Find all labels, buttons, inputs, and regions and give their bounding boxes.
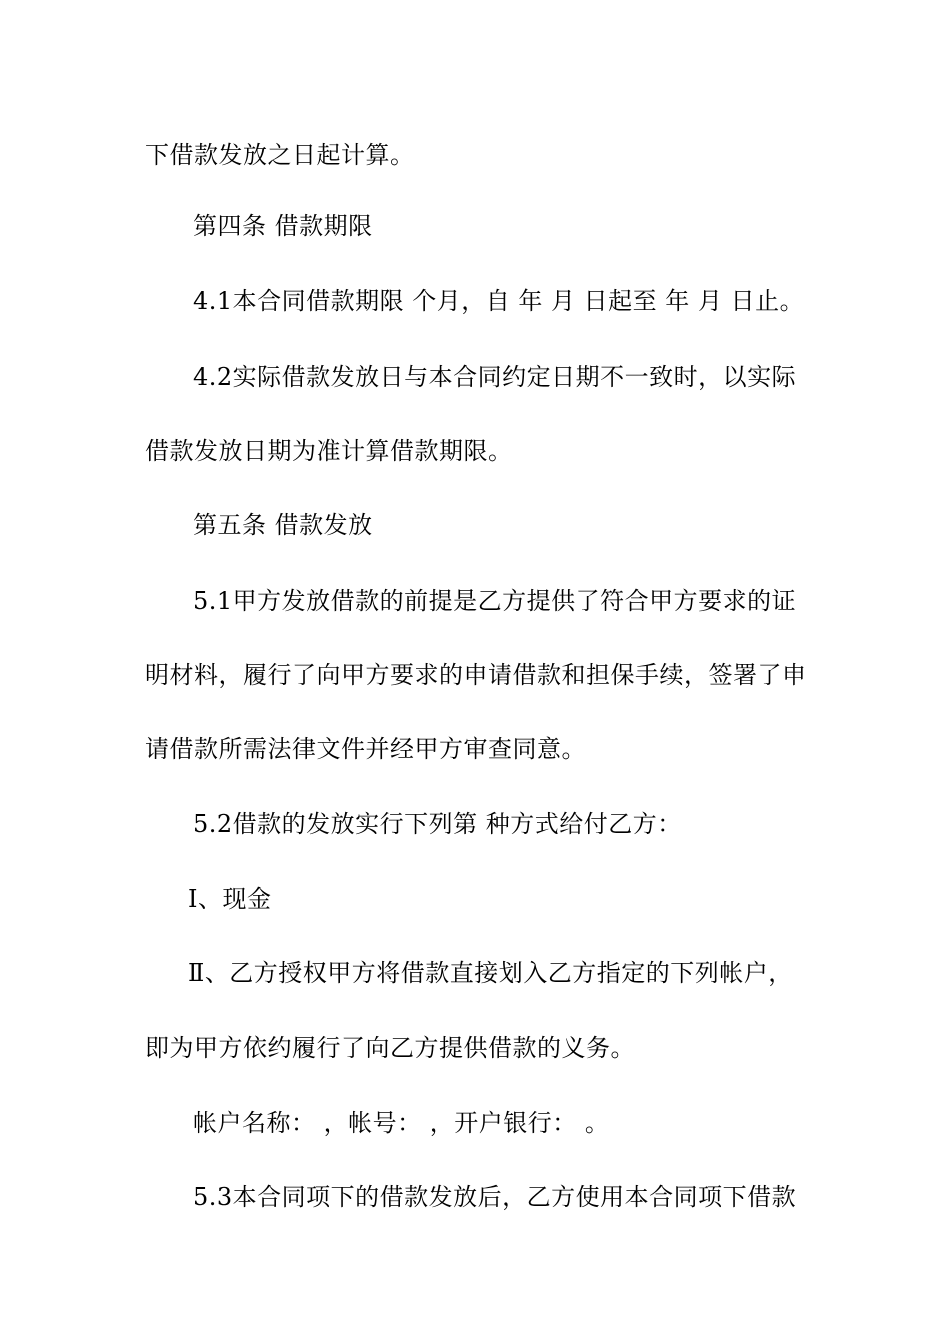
article-4-heading: 第四条 借款期限 <box>193 212 373 240</box>
option-cash: Ⅰ、现金 <box>188 885 272 913</box>
clause-4-1: 4.1本合同借款期限 个月，自 年 月 日起至 年 月 日止。 <box>193 287 805 315</box>
text-line-continuation: 下借款发放之日起计算。 <box>145 141 415 169</box>
clause-5-1-line-1: 5.1甲方发放借款的前提是乙方提供了符合甲方要求的证 <box>193 587 797 615</box>
clause-4-2-line-1: 4.2实际借款发放日与本合同约定日期不一致时，以实际 <box>193 363 797 391</box>
article-5-heading: 第五条 借款发放 <box>193 511 373 539</box>
clause-4-2-line-2: 借款发放日期为准计算借款期限。 <box>145 437 513 465</box>
option-transfer-line-1: Ⅱ、乙方授权甲方将借款直接划入乙方指定的下列帐户， <box>188 959 793 987</box>
clause-5-3-line-1: 5.3本合同项下的借款发放后，乙方使用本合同项下借款 <box>193 1183 797 1211</box>
option-transfer-line-2: 即为甲方依约履行了向乙方提供借款的义务。 <box>145 1034 635 1062</box>
account-info-line: 帐户名称： ，帐号： ，开户银行： 。 <box>193 1109 610 1137</box>
clause-5-2: 5.2借款的发放实行下列第 种方式给付乙方： <box>193 810 682 838</box>
clause-5-1-line-2: 明材料，履行了向甲方要求的申请借款和担保手续，签署了申 <box>145 661 807 689</box>
clause-5-1-line-3: 请借款所需法律文件并经甲方审查同意。 <box>145 735 586 763</box>
